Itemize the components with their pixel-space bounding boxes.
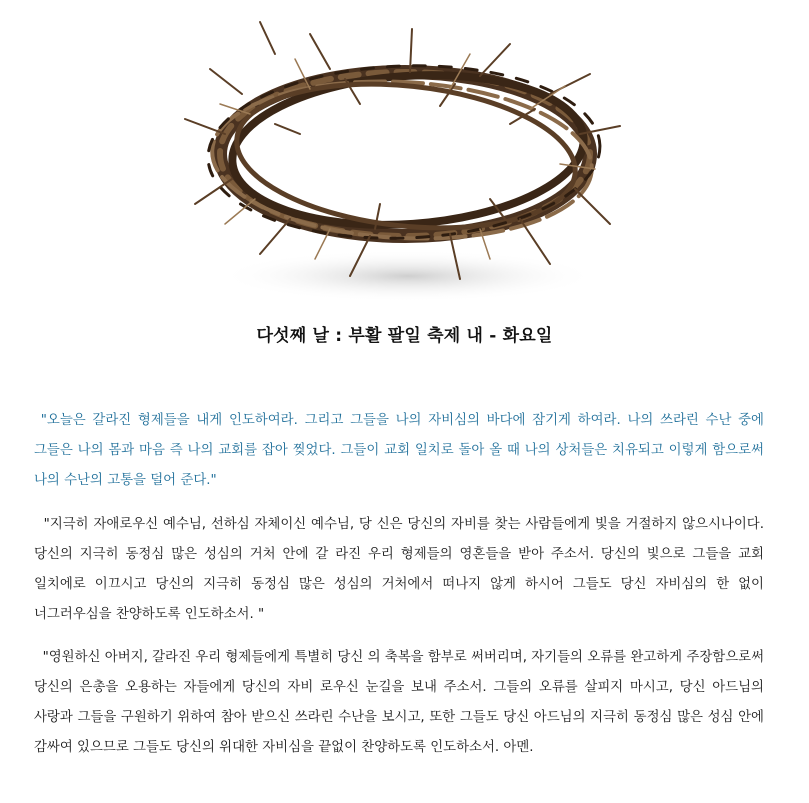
prayer-paragraph-jesus: "지극히 자애로우신 예수님, 선하심 자체이신 예수님, 당 신은 당신의 자비를 찾는 사람들에게 빛을 거절하지 않으시나이다. 당신의 지극히 동정심 많은 성심의 거처 안에 갈 라진 우리 형제들의 영혼들을 받아 주소서. 당신의 빛으로 그들을 교회 일치에로 이끄시고 당신의 지극히 동정심 많은 성심의 거처에서 떠나지 않게 하시어 그들도 당신 자비심의 한 없이 너그러우심을 찬양하도록 인도하소서. "	[34, 517, 769, 622]
page-title: 다섯째 날 : 부활 팔일 축제 내 - 화요일	[256, 326, 553, 346]
crown-of-thorns-icon	[180, 14, 630, 304]
scripture-quote: "오늘은 갈라진 형제들을 내게 인도하여라. 그리고 그들을 나의 자비심의 바다에 잠기게 하여라. 나의 쓰라린 수난 중에 그들은 나의 몸과 마음 즉 나의 교회를 잡아 찢었다. 그들이 교회 일치로 돌아 올 때 나의 상처들은 치유되고 이렇게 함으로써 나의 수난의 고통을 덜어 준다."	[34, 413, 769, 488]
crown-of-thorns-image	[180, 14, 630, 304]
prayer-paragraph-father: "영원하신 아버지, 갈라진 우리 형제들에게 특별히 당신 의 축복을 함부로 써버리며, 자기들의 오류를 완고하게 주장함으로써 당신의 은총을 오용하는 자들에게 당신의 자비 로우신 눈길을 보내 주소서. 그들의 오류를 살피지 마시고, 당신 아드님의 사랑과 그들을 구원하기 위하여 참아 받으신 쓰라린 수난을 보시고, 또한 그들도 당신 아드님의 지극히 동정심 많은 성심 안에 감싸여 있으므로 그들도 당신의 위대한 자비심을 끝없이 찬양하도록 인도하소서. 아멘.	[34, 650, 769, 755]
